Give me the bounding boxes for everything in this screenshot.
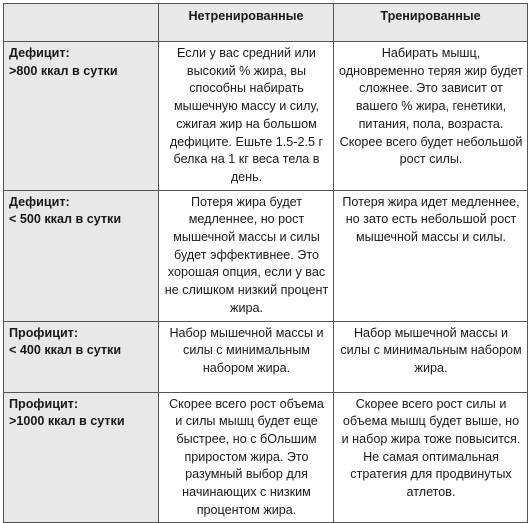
row-label-amount: >1000 ккал в сутки: [9, 414, 125, 429]
row-label-amount: < 500 ккал в сутки: [9, 212, 122, 227]
row-label-amount: < 400 ккал в сутки: [9, 343, 122, 358]
row-label-title: Дефицит:: [9, 194, 70, 209]
row-label-title: Профицит:: [9, 325, 79, 340]
header-untrained: Нетренированные: [159, 4, 334, 42]
cell-untrained: Скорее всего рост объема и силы мышц будет еще быстрее, но с бОльшим приростом жира. Это разумный выбор для начинающих с низким процентом жира.: [159, 392, 334, 523]
row-label-title: Профицит:: [9, 396, 79, 411]
cell-trained: Потеря жира идет медленнее, но зато есть небольшой рост мышечной массы и силы.: [334, 190, 528, 321]
cell-trained: Набирать мышц, одновременно теряя жир будет сложнее. Это зависит от вашего % жира, генетики, питания, пола, возраста. Скорее всего будет небольшой рост силы.: [334, 42, 528, 191]
row-label: [4, 42, 159, 191]
table-body: [4, 42, 528, 523]
cell-untrained: Если у вас средний или высокий % жира, вы способны набирать мышечную массу и силу, сжигая жир на большом дефиците. Ешьте 1.5-2.5 г белка на 1 кг веса тела в день.: [159, 42, 334, 191]
header-trained: Тренированные: [334, 4, 528, 42]
calorie-strategy-table: [3, 3, 528, 523]
row-label: [4, 190, 159, 321]
row-label-title: Дефицит:: [9, 46, 70, 60]
table-row: [4, 321, 528, 392]
table-row: [4, 42, 528, 191]
row-label-amount: >800 ккал в сутки: [9, 63, 118, 78]
row-label: [4, 392, 159, 523]
table-row: [4, 190, 528, 321]
cell-trained: Скорее всего рост силы и объема мышц будет выше, но и набор жира тоже повысится. Не самая оптимальная стратегия для продвинутых атлетов.: [334, 392, 528, 523]
cell-untrained: Набор мышечной массы и силы с минимальным набором жира.: [159, 321, 334, 392]
table-wrapper: [3, 3, 528, 523]
header-row: [4, 4, 528, 42]
cell-trained: Набор мышечной массы и силы с минимальным набором жира.: [334, 321, 528, 392]
table-header: [4, 4, 528, 42]
cell-untrained: Потеря жира будет медленнее, но рост мышечной массы и силы будет эффективнее. Это хорошая опция, если у вас не слишком низкий процент жира.: [159, 190, 334, 321]
row-label: [4, 321, 159, 392]
table-row: [4, 392, 528, 523]
header-corner-cell: [4, 4, 159, 42]
